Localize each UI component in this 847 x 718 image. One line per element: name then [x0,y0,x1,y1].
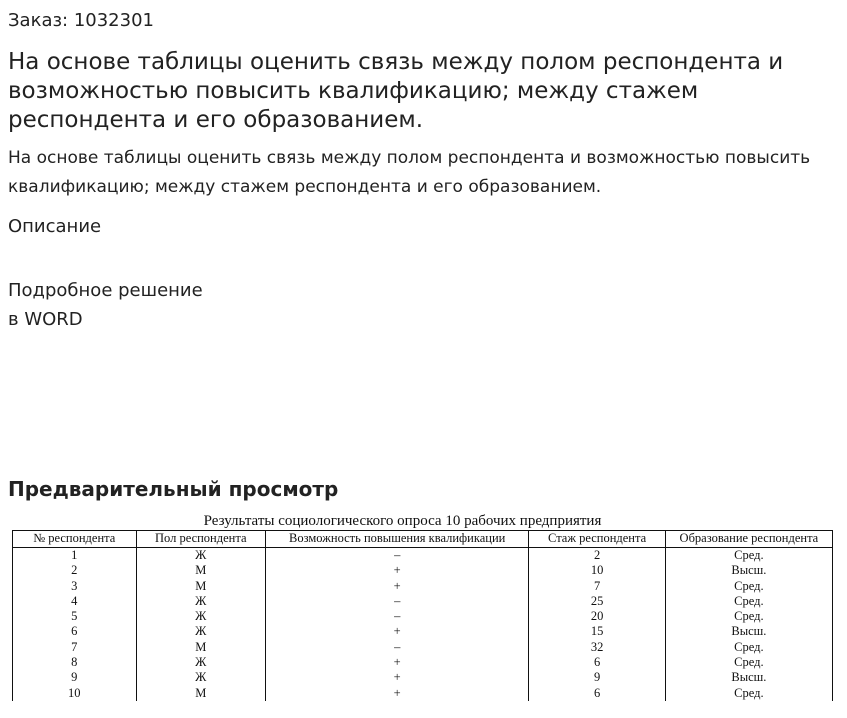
table-cell: 6 [529,686,665,701]
survey-table [12,530,833,701]
table-cell: 3 [13,579,137,594]
preview-image [12,512,833,701]
table-cell: М [136,640,265,655]
table-row [13,655,833,670]
page-title: На основе таблицы оценить связь между полом респондента и возможностью повысить квалификацию; между стажем респондента и его образованием. [8,49,784,133]
table-cell: 7 [13,640,137,655]
table-cell: М [136,686,265,701]
table-cell: 8 [13,655,137,670]
preview-caption: Результаты социологического опроса 10 рабочих предприятия [203,513,602,529]
table-row [13,548,833,564]
table-cell: Высш. [665,670,832,685]
table-cell: + [265,670,528,685]
table-cell: + [265,563,528,578]
column-header: Возможность повышения квалификации [265,531,528,548]
table-cell: + [265,686,528,701]
table-row [13,686,833,701]
table-cell: 6 [529,655,665,670]
table-cell: 6 [13,624,137,639]
table-cell: Ж [136,655,265,670]
table-cell: 5 [13,609,137,624]
table-cell: 4 [13,594,137,609]
table-row [13,609,833,624]
table-cell: 9 [13,670,137,685]
table-header-row [13,531,833,548]
table-cell: Ж [136,594,265,609]
table-cell: Сред. [665,579,832,594]
table-cell: Ж [136,624,265,639]
table-cell: 32 [529,640,665,655]
table-cell: – [265,548,528,564]
table-cell: М [136,579,265,594]
description-label: Описание [8,216,102,237]
table-row [13,579,833,594]
table-row [13,563,833,578]
table-cell: Сред. [665,640,832,655]
column-header: № респондента [13,531,137,548]
column-header: Пол респондента [136,531,265,548]
table-cell: – [265,594,528,609]
table-cell: 2 [13,563,137,578]
order-number: Заказ: 1032301 [8,10,154,31]
table-cell: 1 [13,548,137,564]
survey-table-body [13,548,833,701]
table-cell: 10 [529,563,665,578]
table-cell: Сред. [665,686,832,701]
table-cell: Ж [136,548,265,564]
table-cell: М [136,563,265,578]
table-cell: Сред. [665,594,832,609]
table-row [13,624,833,639]
column-header: Стаж респондента [529,531,665,548]
table-cell: 2 [529,548,665,564]
table-cell: Сред. [665,655,832,670]
table-cell: Высш. [665,624,832,639]
solution-label: Подробное решение [8,280,203,301]
table-cell: + [265,624,528,639]
table-cell: 10 [13,686,137,701]
table-cell: 9 [529,670,665,685]
table-cell: 25 [529,594,665,609]
table-cell: 15 [529,624,665,639]
table-row [13,670,833,685]
table-row [13,640,833,655]
table-cell: Высш. [665,563,832,578]
solution-format: в WORD [8,309,83,330]
table-cell: 7 [529,579,665,594]
table-cell: + [265,655,528,670]
table-cell: Сред. [665,609,832,624]
table-cell: 20 [529,609,665,624]
table-row [13,594,833,609]
table-cell: + [265,579,528,594]
table-cell: – [265,640,528,655]
column-header: Образование респондента [665,531,832,548]
preview-heading: Предварительный просмотр [8,477,339,501]
table-cell: – [265,609,528,624]
table-cell: Ж [136,670,265,685]
description-text: На основе таблицы оценить связь между полом респондента и возможностью повысить квалификацию; между стажем респондента и его образованием. [8,148,811,197]
table-cell: Сред. [665,548,832,564]
table-cell: Ж [136,609,265,624]
